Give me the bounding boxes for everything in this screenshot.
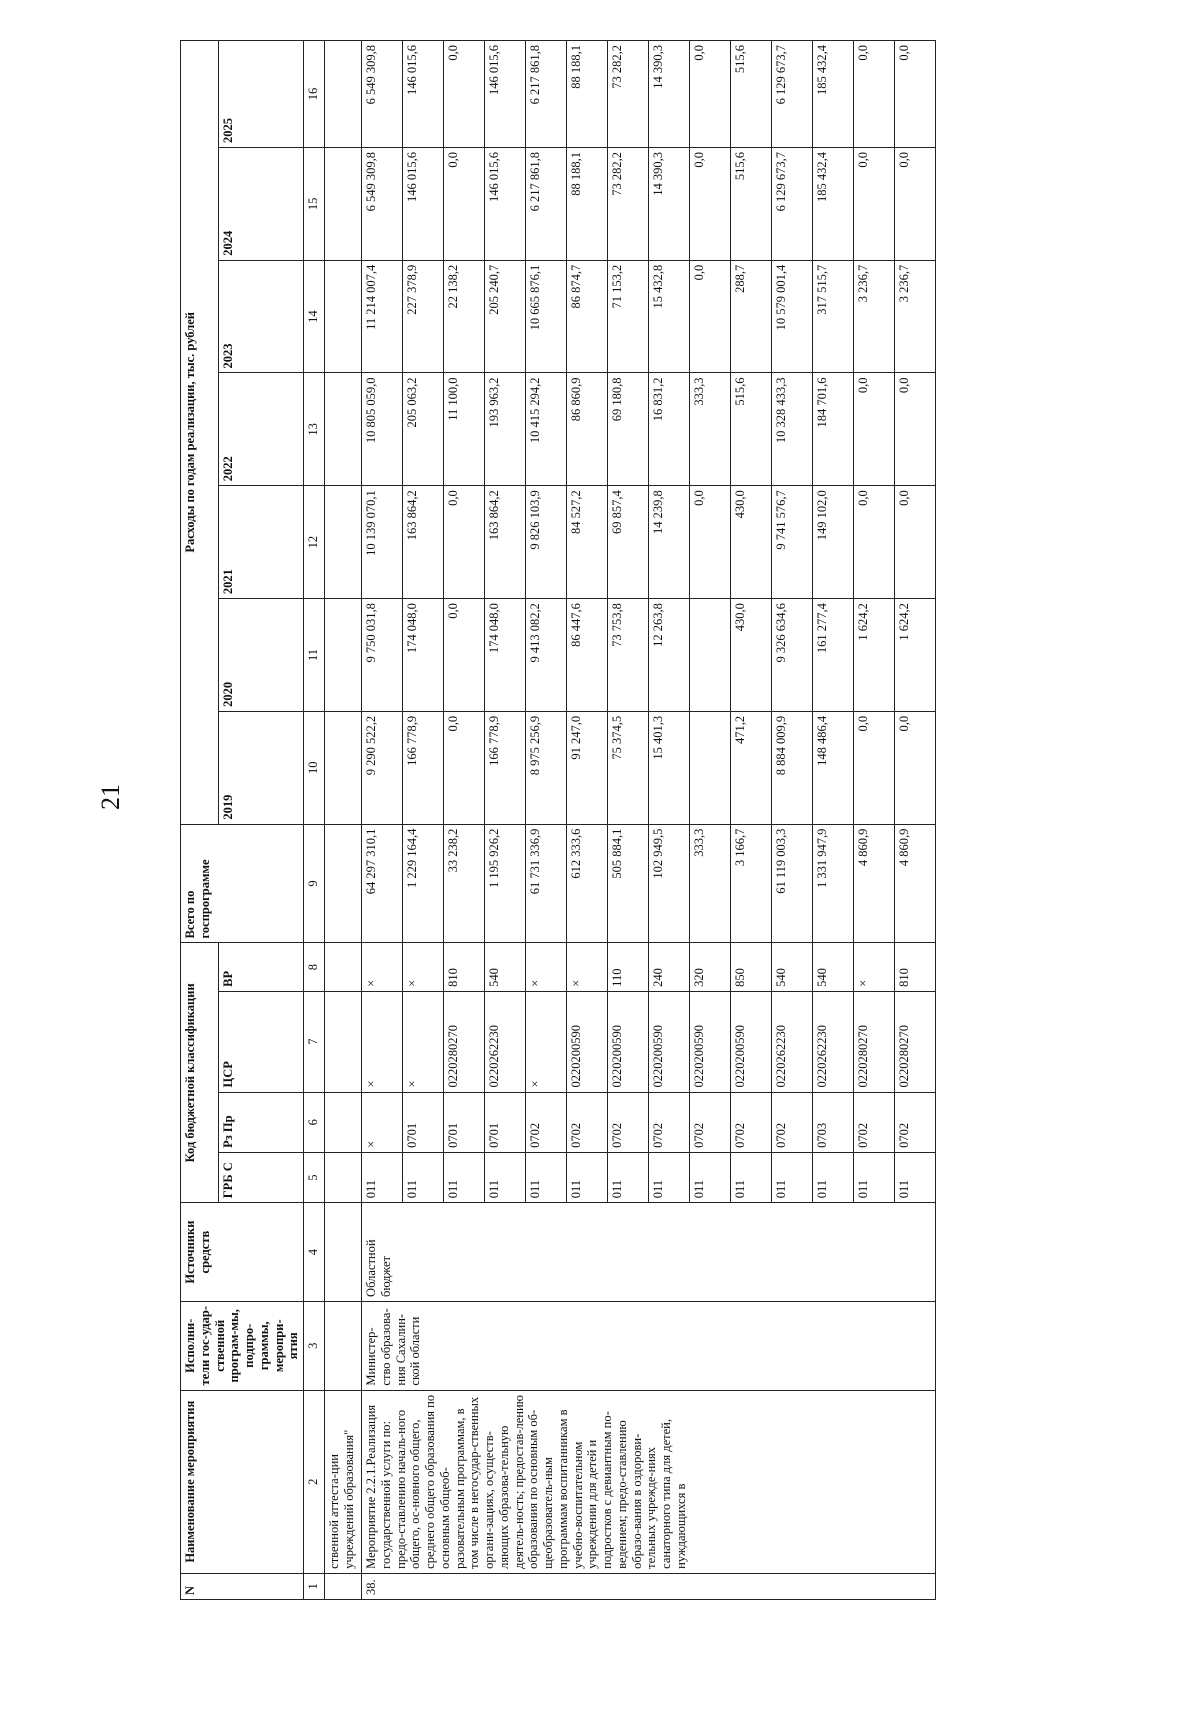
continuation-text: ственной аттеста-ции учреждений образования" — [325, 1390, 362, 1573]
total-cell: 333,3 — [690, 824, 731, 943]
total-cell: 4 860,9 — [895, 824, 936, 943]
grbs-cell: 011 — [813, 1152, 854, 1202]
vr-cell: 810 — [895, 943, 936, 991]
empty-cell — [325, 147, 362, 260]
year-value-cell: 0,0 — [690, 147, 731, 260]
csr-cell: 0220262230 — [772, 991, 813, 1092]
data-rows — [362, 41, 936, 1600]
year-value-cell: 146 015,6 — [403, 41, 444, 148]
empty-cell — [325, 943, 362, 991]
column-index-row — [304, 41, 325, 1600]
vr-cell: 320 — [690, 943, 731, 991]
vr-cell: × — [567, 943, 608, 991]
year-value-cell: 10 415 294,2 — [526, 373, 567, 486]
rzpr-cell: 0702 — [526, 1092, 567, 1152]
empty-cell — [325, 373, 362, 486]
year-value-cell: 149 102,0 — [813, 486, 854, 599]
rzpr-cell: 0702 — [608, 1092, 649, 1152]
total-cell: 505 884,1 — [608, 824, 649, 943]
year-value-cell: 0,0 — [895, 711, 936, 824]
header-year: 2021 — [219, 486, 304, 599]
column-index: 5 — [304, 1152, 325, 1202]
rzpr-cell: × — [362, 1092, 403, 1152]
csr-cell: 0220280270 — [895, 991, 936, 1092]
year-value-cell: 88 188,1 — [567, 147, 608, 260]
year-value-cell: 163 864,2 — [485, 486, 526, 599]
year-value-cell: 146 015,6 — [485, 147, 526, 260]
year-value-cell: 205 063,2 — [403, 373, 444, 486]
year-value-cell: 0,0 — [895, 373, 936, 486]
year-value-cell: 471,2 — [731, 711, 772, 824]
year-value-cell: 0,0 — [854, 373, 895, 486]
header-year: 2024 — [219, 147, 304, 260]
year-value-cell: 0,0 — [895, 486, 936, 599]
header-year: 2020 — [219, 599, 304, 712]
csr-cell: 0220262230 — [813, 991, 854, 1092]
year-value-cell: 10 665 876,1 — [526, 260, 567, 373]
year-value-cell: 0,0 — [690, 486, 731, 599]
csr-cell: × — [526, 991, 567, 1092]
column-index: 11 — [304, 599, 325, 712]
year-value-cell: 184 701,6 — [813, 373, 854, 486]
year-value-cell: 161 277,4 — [813, 599, 854, 712]
year-value-cell: 22 138,2 — [444, 260, 485, 373]
year-value-cell: 0,0 — [854, 147, 895, 260]
year-value-cell: 0,0 — [895, 41, 936, 148]
header-grbs: ГРБ С — [219, 1152, 304, 1202]
year-value-cell: 16 831,2 — [649, 373, 690, 486]
csr-cell: 0220262230 — [485, 991, 526, 1092]
year-value-cell: 6 217 861,8 — [526, 41, 567, 148]
year-value-cell: 9 290 522,2 — [362, 711, 403, 824]
year-value-cell: 6 129 673,7 — [772, 41, 813, 148]
vr-cell: 540 — [772, 943, 813, 991]
year-value-cell: 91 247,0 — [567, 711, 608, 824]
year-value-cell: 288,7 — [731, 260, 772, 373]
vr-cell: 850 — [731, 943, 772, 991]
continuation-row — [325, 41, 362, 1600]
csr-cell: × — [403, 991, 444, 1092]
year-value-cell: 8 975 256,9 — [526, 711, 567, 824]
year-value-cell: 9 741 576,7 — [772, 486, 813, 599]
empty-cell — [325, 824, 362, 943]
grbs-cell: 011 — [731, 1152, 772, 1202]
column-index: 1 — [304, 1573, 325, 1599]
year-value-cell: 317 515,7 — [813, 260, 854, 373]
header-sources: Источники средств — [181, 1203, 304, 1302]
entry-name: Мероприятие 2.2.1.Реализация государственной услуги по: предо-ставлению началь-ного общего, ос-новного общего, среднего общего образования по основным общеоб-разовательным программам, в том числе в негосудар-ственных органи-зациях, осуществ-ляющих образова-тельную деятель-ность; предостав-лению образования по основным об-щеобразователь-ным программам воспитанникам в учебно-воспитательном учреждении для детей и подростков с девиантным по-ведением; предо-ставлению образо-вания в оздорови-тельных учрежде-ниях санаторного типа для детей, нуждающихся в — [362, 1390, 936, 1573]
empty-cell — [325, 599, 362, 712]
csr-cell: × — [362, 991, 403, 1092]
rzpr-cell: 0703 — [813, 1092, 854, 1152]
year-value-cell: 71 153,2 — [608, 260, 649, 373]
header-year: 2025 — [219, 41, 304, 148]
column-index: 12 — [304, 486, 325, 599]
grbs-cell: 011 — [608, 1152, 649, 1202]
year-value-cell: 8 884 009,9 — [772, 711, 813, 824]
year-value-cell: 84 527,2 — [567, 486, 608, 599]
year-value-cell: 148 486,4 — [813, 711, 854, 824]
header-executors: Исполни-тели гос-удар-ственной програм-мы, подпро-граммы, меропри-ятия — [181, 1301, 304, 1390]
rzpr-cell: 0702 — [772, 1092, 813, 1152]
year-value-cell: 88 188,1 — [567, 41, 608, 148]
column-index: 13 — [304, 373, 325, 486]
year-value-cell: 3 236,7 — [895, 260, 936, 373]
total-cell: 1 229 164,4 — [403, 824, 444, 943]
year-value-cell: 0,0 — [690, 260, 731, 373]
header-vr: ВР — [219, 943, 304, 991]
total-cell: 3 166,7 — [731, 824, 772, 943]
year-value-cell: 86 860,9 — [567, 373, 608, 486]
year-value-cell: 1 624,2 — [895, 599, 936, 712]
total-cell: 61 731 336,9 — [526, 824, 567, 943]
year-value-cell: 515,6 — [731, 147, 772, 260]
year-value-cell: 0,0 — [854, 711, 895, 824]
year-value-cell: 9 750 031,8 — [362, 599, 403, 712]
budget-table — [180, 40, 936, 1600]
year-value-cell: 0,0 — [895, 147, 936, 260]
total-cell: 612 333,6 — [567, 824, 608, 943]
grbs-cell: 011 — [526, 1152, 567, 1202]
header-name: Наименование мероприятия — [181, 1390, 304, 1573]
csr-cell: 0220200590 — [690, 991, 731, 1092]
year-value-cell: 12 263,8 — [649, 599, 690, 712]
column-index: 2 — [304, 1390, 325, 1573]
year-value-cell: 15 432,8 — [649, 260, 690, 373]
grbs-cell: 011 — [854, 1152, 895, 1202]
vr-cell: 540 — [813, 943, 854, 991]
year-value-cell: 9 326 634,6 — [772, 599, 813, 712]
header-n: N — [181, 1573, 304, 1599]
column-index: 10 — [304, 711, 325, 824]
year-value-cell: 0,0 — [444, 147, 485, 260]
year-value-cell: 146 015,6 — [485, 41, 526, 148]
grbs-cell: 011 — [485, 1152, 526, 1202]
year-value-cell: 11 100,0 — [444, 373, 485, 486]
empty-cell — [325, 1573, 362, 1599]
year-value-cell: 6 217 861,8 — [526, 147, 567, 260]
year-value-cell: 6 549 309,8 — [362, 41, 403, 148]
total-cell: 1 331 947,9 — [813, 824, 854, 943]
year-value-cell: 73 753,8 — [608, 599, 649, 712]
csr-cell: 0220200590 — [608, 991, 649, 1092]
rzpr-cell: 0702 — [854, 1092, 895, 1152]
column-index: 9 — [304, 824, 325, 943]
entry-executor: Министер-ство образова-ния Сахалин-ской области — [362, 1301, 936, 1390]
year-value-cell: 11 214 007,4 — [362, 260, 403, 373]
year-value-cell: 515,6 — [731, 373, 772, 486]
year-value-cell: 75 374,5 — [608, 711, 649, 824]
year-value-cell: 10 328 433,3 — [772, 373, 813, 486]
year-value-cell: 73 282,2 — [608, 41, 649, 148]
entry-number: 38. — [362, 1573, 936, 1599]
year-value-cell: 9 826 103,9 — [526, 486, 567, 599]
vr-cell: 240 — [649, 943, 690, 991]
year-value-cell: 166 778,9 — [485, 711, 526, 824]
year-value-cell: 163 864,2 — [403, 486, 444, 599]
header-budget-code: Код бюджетной классификации — [181, 943, 219, 1203]
total-cell: 1 195 926,2 — [485, 824, 526, 943]
year-value-cell: 0,0 — [444, 599, 485, 712]
vr-cell: × — [854, 943, 895, 991]
year-value-cell: 9 413 082,2 — [526, 599, 567, 712]
grbs-cell: 011 — [567, 1152, 608, 1202]
year-value-cell: 6 549 309,8 — [362, 147, 403, 260]
year-value-cell: 14 239,8 — [649, 486, 690, 599]
empty-cell — [325, 260, 362, 373]
column-index: 3 — [304, 1301, 325, 1390]
vr-cell: 810 — [444, 943, 485, 991]
column-index: 14 — [304, 260, 325, 373]
rzpr-cell: 0702 — [649, 1092, 690, 1152]
year-value-cell: 0,0 — [690, 41, 731, 148]
year-value-cell: 10 579 001,4 — [772, 260, 813, 373]
year-value-cell: 174 048,0 — [485, 599, 526, 712]
year-value-cell: 166 778,9 — [403, 711, 444, 824]
year-value-cell: 14 390,3 — [649, 147, 690, 260]
empty-cell — [325, 1152, 362, 1202]
year-value-cell: 146 015,6 — [403, 147, 444, 260]
rzpr-cell: 0701 — [444, 1092, 485, 1152]
empty-cell — [325, 486, 362, 599]
csr-cell: 0220200590 — [567, 991, 608, 1092]
empty-cell — [325, 1203, 362, 1302]
year-value-cell: 0,0 — [854, 41, 895, 148]
grbs-cell: 011 — [895, 1152, 936, 1202]
year-value-cell: 15 401,3 — [649, 711, 690, 824]
year-value-cell: 430,0 — [731, 486, 772, 599]
year-value-cell: 69 180,8 — [608, 373, 649, 486]
rotated-table-container — [180, 40, 1190, 1600]
rzpr-cell: 0701 — [403, 1092, 444, 1152]
vr-cell: × — [526, 943, 567, 991]
header-csr: ЦСР — [219, 991, 304, 1092]
total-cell: 4 860,9 — [854, 824, 895, 943]
year-value-cell: 0,0 — [444, 711, 485, 824]
entry-source: Областной бюджет — [362, 1203, 936, 1302]
vr-cell: 540 — [485, 943, 526, 991]
header-year: 2019 — [219, 711, 304, 824]
year-value-cell: 6 129 673,7 — [772, 147, 813, 260]
total-cell: 102 949,5 — [649, 824, 690, 943]
grbs-cell: 011 — [772, 1152, 813, 1202]
year-value-cell: 193 963,2 — [485, 373, 526, 486]
grbs-cell: 011 — [690, 1152, 731, 1202]
year-value-cell: 185 432,4 — [813, 147, 854, 260]
csr-cell: 0220200590 — [731, 991, 772, 1092]
rzpr-cell: 0702 — [690, 1092, 731, 1152]
year-value-cell: 333,3 — [690, 373, 731, 486]
header-total: Всего по госпрограмме — [181, 824, 304, 943]
year-value-cell: 1 624,2 — [854, 599, 895, 712]
year-value-cell: 0,0 — [444, 486, 485, 599]
grbs-cell: 011 — [444, 1152, 485, 1202]
year-value-cell: 515,6 — [731, 41, 772, 148]
total-cell: 64 297 310,1 — [362, 824, 403, 943]
column-index: 16 — [304, 41, 325, 148]
vr-cell: 110 — [608, 943, 649, 991]
total-cell: 61 119 003,3 — [772, 824, 813, 943]
year-value-cell — [690, 711, 731, 824]
table-row — [362, 41, 403, 1600]
csr-cell: 0220280270 — [854, 991, 895, 1092]
year-value-cell: 86 447,6 — [567, 599, 608, 712]
column-index: 4 — [304, 1203, 325, 1302]
year-value-cell: 10 805 059,0 — [362, 373, 403, 486]
year-value-cell: 205 240,7 — [485, 260, 526, 373]
page-number: 21 — [96, 784, 125, 810]
year-value-cell: 0,0 — [854, 486, 895, 599]
grbs-cell: 011 — [403, 1152, 444, 1202]
column-index: 15 — [304, 147, 325, 260]
total-cell: 33 238,2 — [444, 824, 485, 943]
rzpr-cell: 0701 — [485, 1092, 526, 1152]
year-value-cell: 0,0 — [444, 41, 485, 148]
empty-cell — [325, 711, 362, 824]
empty-cell — [325, 1092, 362, 1152]
csr-cell: 0220200590 — [649, 991, 690, 1092]
year-value-cell: 14 390,3 — [649, 41, 690, 148]
year-value-cell — [690, 599, 731, 712]
year-value-cell: 430,0 — [731, 599, 772, 712]
year-value-cell: 185 432,4 — [813, 41, 854, 148]
csr-cell: 0220280270 — [444, 991, 485, 1092]
header-row-1 — [181, 41, 219, 1600]
empty-cell — [325, 41, 362, 148]
header-rzpr: Рз Пр — [219, 1092, 304, 1152]
column-index: 8 — [304, 943, 325, 991]
year-value-cell: 10 139 070,1 — [362, 486, 403, 599]
year-value-cell: 73 282,2 — [608, 147, 649, 260]
empty-cell — [325, 1301, 362, 1390]
rzpr-cell: 0702 — [731, 1092, 772, 1152]
header-year: 2022 — [219, 373, 304, 486]
year-value-cell: 86 874,7 — [567, 260, 608, 373]
grbs-cell: 011 — [649, 1152, 690, 1202]
empty-cell — [325, 991, 362, 1092]
header-year: 2023 — [219, 260, 304, 373]
header-expenses: Расходы по годам реализации, тыс. рублей — [181, 41, 219, 825]
column-index: 6 — [304, 1092, 325, 1152]
year-value-cell: 227 378,9 — [403, 260, 444, 373]
year-value-cell: 3 236,7 — [854, 260, 895, 373]
column-index: 7 — [304, 991, 325, 1092]
vr-cell: × — [362, 943, 403, 991]
year-value-cell: 69 857,4 — [608, 486, 649, 599]
vr-cell: × — [403, 943, 444, 991]
grbs-cell: 011 — [362, 1152, 403, 1202]
rzpr-cell: 0702 — [895, 1092, 936, 1152]
year-value-cell: 174 048,0 — [403, 599, 444, 712]
rzpr-cell: 0702 — [567, 1092, 608, 1152]
